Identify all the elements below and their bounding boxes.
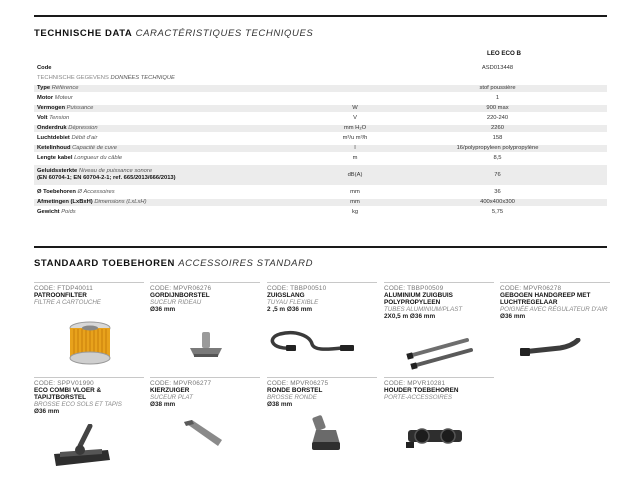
bent-handle-icon — [520, 338, 586, 358]
spec-row: Ø Toebehoren Ø Accessoires mm 36 — [37, 189, 501, 195]
spec-row: Luchtdebiet Débit d'air m³/u m³/h 158 — [37, 135, 503, 141]
spec-row: Volt Tension V 220-240 — [37, 115, 509, 121]
crevice-tool-icon — [180, 418, 228, 448]
code-row: Code ASD013448 — [37, 65, 514, 71]
accessory-item: CODE: MPVR06275 RONDE BORSTEL BROSSE RONDE Ø38 mm — [267, 377, 377, 409]
accessory-item: CODE: TBBP00509 ALUMINIUM ZUIGBUIS POLYPROPYLEEN TUBES ALUMINIUM/PLAST 2X0,5 m Ø36 mm — [384, 282, 494, 321]
accessory-item: CODE: MPVR06277 KIERZUIGER SUCEUR PLAT Ø38 mm — [150, 377, 260, 409]
spec-row: Ketelinhoud Capacité de cuve l 16/polypropyleen polypropylène — [34, 145, 607, 152]
spec-row: Type Référence stof poussière — [34, 85, 607, 92]
accessory-item: CODE: FTDP40011 PATROONFILTER FILTRE A CARTOUCHE — [34, 282, 144, 306]
accessory-item: CODE: MPVR06278 GEBOGEN HANDGREEP MET LUCHTREGELAAR POIGNÉE AVEC RÉGULATEUR D'AIR Ø36 mm — [500, 282, 610, 321]
accessory-item: CODE: MPVR10281 HOUDER TOEBEHOREN PORTE-ACCESSOIRES — [384, 377, 494, 401]
hose-icon — [262, 328, 358, 358]
accessory-item: CODE: MPVR06276 GORDIJNBORSTEL SUCEUR RIDEAU Ø36 mm — [150, 282, 260, 314]
tubes-icon — [405, 334, 475, 370]
spec-row: Afmetingen (LxBxH) Dimensions (LxLxH) mm 400x400x300 — [34, 199, 607, 206]
accessory-holder-icon — [404, 420, 466, 450]
subhead-row: TECHNISCHE GEGEVENS DONNÉES TECHNIQUE — [37, 75, 175, 81]
accessories-rule — [34, 246, 607, 248]
accessory-item: CODE: TBBP00510 ZUIGSLANG TUYAU FLEXIBLE 2 ,5 m Ø36 mm — [267, 282, 377, 314]
round-brush-icon — [306, 414, 346, 454]
cartridge-filter-icon — [66, 320, 114, 366]
accessories-title: STANDAARD TOEBEHOREN ACCESSOIRES STANDARD — [34, 258, 314, 269]
spec-row: Vermogen Puissance W 900 max — [34, 105, 607, 112]
accessory-item: CODE: SPPV01990 ECO COMBI VLOER & TAPIJTBORSTEL BROSSE ECO SOLS ET TAPIS Ø36 mm — [34, 377, 144, 416]
technical-data-title: TECHNISCHE DATA CARACTÉRISTIQUES TECHNIQUES — [34, 28, 314, 39]
spec-row: Motor Moteur 1 — [37, 95, 500, 101]
spec-row: Gewicht Poids kg 5,75 — [37, 209, 504, 215]
spec-row: Geluidssterkte Niveau de puissance sonore (EN 60704-1; EN 60704-2-1; ref. 665/2013/666/2013) dB(A) 76 — [34, 165, 607, 185]
curtain-brush-icon — [186, 330, 226, 360]
floor-brush-icon — [50, 424, 114, 470]
spec-row: Onderdruk Dépression mm H₂O 2260 — [34, 125, 607, 132]
top-rule — [34, 15, 607, 17]
spec-row: Lengte kabel Longueur du câble m 8,5 — [37, 155, 502, 161]
model-name: LEO ECO B — [486, 50, 522, 57]
